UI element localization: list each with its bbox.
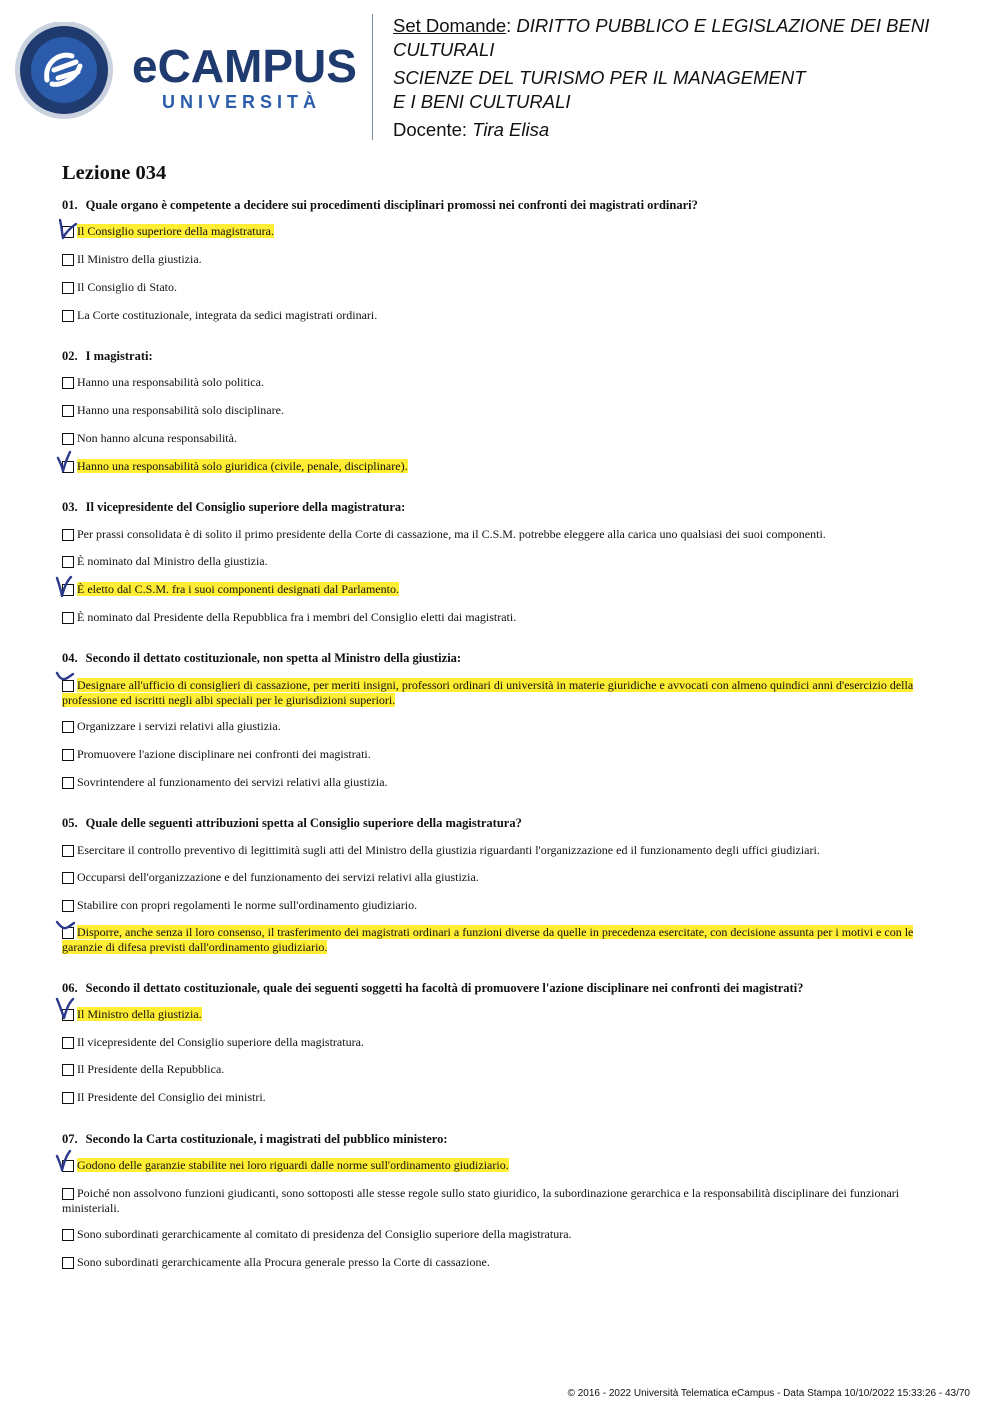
question-03-title [62,500,405,515]
option-checkbox[interactable] [62,433,74,445]
degree-line-2: E I BENI CULTURALI [393,91,571,112]
option-checkbox[interactable] [62,1037,74,1049]
header-divider [372,14,373,140]
lesson-title: Lezione 034 [62,162,167,184]
option-checkbox[interactable] [62,777,74,789]
question-number: 07. [62,1132,78,1146]
option-text: Non hanno alcuna responsabilità. [77,431,237,445]
answer-option[interactable] [62,925,948,955]
question-number: 01. [62,198,78,212]
teacher-label: Docente: [393,119,473,140]
option-text: Organizzare i servizi relativi alla giustizia. [77,719,281,733]
option-text: Esercitare il controllo preventivo di legittimità sugli atti del Ministro della giustizia riguardanti l'organizzazione ed il funzionamento degli uffici giudiziari. [77,843,820,857]
course-title-2: CULTURALI [393,39,495,60]
option-checkbox[interactable] [62,612,74,624]
question-05-title [62,816,522,831]
option-checkbox[interactable] [62,254,74,266]
option-checkbox[interactable] [62,1064,74,1076]
handwritten-check-icon [54,574,78,598]
answer-option[interactable] [62,459,948,474]
option-checkbox[interactable] [62,900,74,912]
option-text: Per prassi consolidata è di solito il primo presidente della Corte di cassazione, ma il C.S.M. potrebbe eleggere alla carica uno qualsiasi dei suoi componenti. [77,527,826,541]
answer-option[interactable] [62,870,948,885]
answer-option[interactable] [62,375,948,390]
question-06-title [62,981,803,996]
option-text-highlighted: Hanno una responsabilità solo giuridica (civile, penale, disciplinare). [77,459,408,473]
option-text-highlighted: Il Consiglio superiore della magistratura. [77,224,274,238]
answer-option[interactable] [62,431,948,446]
answer-option[interactable] [62,527,948,542]
teacher-line [393,118,983,142]
question-text: I magistrati: [85,349,153,363]
teacher-name: Tira Elisa [472,119,550,140]
logo-seal-inner [31,37,97,103]
option-text: Il Consiglio di Stato. [77,280,178,294]
handwritten-check-icon [56,218,80,242]
answer-option[interactable] [62,1035,948,1050]
answer-option[interactable] [62,403,948,418]
handwritten-check-icon [53,1148,77,1172]
question-text: Quale delle seguenti attribuzioni spetta al Consiglio superiore della magistratura? [85,816,522,830]
question-text: Secondo il dettato costituzionale, quale dei seguenti soggetti ha facoltà di promuovere l'azione disciplinare nei confronti dei magistrati? [85,981,804,995]
option-checkbox[interactable] [62,721,74,733]
answer-option[interactable] [62,1158,948,1173]
question-text: Il vicepresidente del Consiglio superiore della magistratura: [85,500,406,514]
answer-option[interactable] [62,308,948,323]
question-number: 06. [62,981,78,995]
ecampus-logo [14,22,364,122]
option-checkbox[interactable] [62,377,74,389]
option-checkbox[interactable] [62,1229,74,1241]
question-number: 04. [62,651,78,665]
option-text: Sono subordinati gerarchicamente al comitato di presidenza del Consiglio superiore della magistratura. [77,1227,572,1241]
option-text: Il Ministro della giustizia. [77,252,202,266]
option-text: Hanno una responsabilità solo disciplinare. [77,403,284,417]
option-text-highlighted: Godono delle garanzie stabilite nei loro riguardi dalle norme sull'ordinamento giudiziario. [77,1158,509,1172]
answer-option[interactable] [62,252,948,267]
option-text: Poiché non assolvono funzioni giudicanti, sono sottoposti alle stesse regole sullo stato giuridico, la subordinazione gerarchica e la responsabilità disciplinare dei funzionari ministeriali. [62,1186,900,1215]
question-04-title [62,651,461,666]
option-text: Hanno una responsabilità solo politica. [77,375,264,389]
degree-line-1: SCIENZE DEL TURISMO PER IL MANAGEMENT [393,67,806,88]
question-07-title [62,1132,448,1147]
set-label: Set Domande [393,15,507,36]
option-text: Il Presidente del Consiglio dei ministri. [77,1090,266,1104]
handwritten-check-icon [54,996,78,1020]
option-text-highlighted: Disporre, anche senza il loro consenso, il trasferimento dei magistrati ordinari a funzioni diverse da quelle in precedenza esercitate, con decisione assunta per i motivi e con le garanzie di difesa previsti dall'ordinamento giudiziario. [62,925,914,954]
handwritten-check-icon [54,668,78,692]
option-text: È nominato dal Ministro della giustizia. [77,554,268,568]
option-checkbox[interactable] [62,749,74,761]
option-text: Sovrintendere al funzionamento dei servizi relativi alla giustizia. [77,775,388,789]
question-text: Secondo la Carta costituzionale, i magistrati del pubblico ministero: [85,1132,448,1146]
option-checkbox[interactable] [62,405,74,417]
option-text: Promuovere l'azione disciplinare nei confronti dei magistrati. [77,747,371,761]
question-text: Secondo il dettato costituzionale, non spetta al Ministro della giustizia: [85,651,462,665]
option-checkbox[interactable] [62,529,74,541]
answer-option[interactable] [62,1062,948,1077]
answer-option[interactable] [62,1007,948,1022]
answer-option[interactable] [62,1186,948,1216]
answer-option[interactable] [62,280,948,295]
answer-option[interactable] [62,1090,948,1105]
option-text: Stabilire con propri regolamenti le norme sull'ordinamento giudiziario. [77,898,418,912]
option-text-highlighted: Il Ministro della giustizia. [77,1007,202,1021]
answer-option[interactable] [62,224,948,239]
answer-option[interactable] [62,610,948,625]
answer-option[interactable] [62,1255,948,1270]
answer-option[interactable] [62,678,948,708]
answer-option[interactable] [62,898,948,913]
set-title-line [393,14,983,38]
question-text: Quale organo è competente a decidere sui procedimenti disciplinari promossi nei confronti dei magistrati ordinari? [85,198,698,212]
logo-sub: UNIVERSITÀ [162,92,322,112]
option-checkbox[interactable] [62,845,74,857]
page-footer: © 2016 - 2022 Università Telematica eCampus - Data Stampa 10/10/2022 15:33:26 - 43/70 [567,1388,970,1399]
option-text: Il Presidente della Repubblica. [77,1062,225,1076]
handwritten-check-icon [54,916,78,940]
set-colon: : [506,15,512,36]
answer-option[interactable] [62,747,948,762]
question-02-title [62,349,153,364]
course-title-1: DIRITTO PUBBLICO E LEGISLAZIONE DEI BENI [516,15,930,36]
option-text-highlighted: Designare all'ufficio di consiglieri di cassazione, per meriti insigni, professori ordinari di università in materie giuridiche e avvocati con almeno quindici anni d'esercizio della professione ed iscritti negli albi speciali per le giurisdizioni superiori. [62,678,914,707]
answer-option[interactable] [62,843,948,858]
option-text: È nominato dal Presidente della Repubblica fra i membri del Consiglio eletti dai magistrati. [77,610,517,624]
option-text-highlighted: È eletto dal C.S.M. fra i suoi componenti designati dal Parlamento. [77,582,399,596]
question-number: 02. [62,349,78,363]
option-checkbox[interactable] [62,282,74,294]
answer-option[interactable] [62,775,948,790]
answer-option[interactable] [62,554,948,569]
option-checkbox[interactable] [62,1188,74,1200]
question-number: 05. [62,816,78,830]
option-text: Sono subordinati gerarchicamente alla Procura generale presso la Corte di cassazione. [77,1255,490,1269]
answer-option[interactable] [62,582,948,597]
answer-option[interactable] [62,719,948,734]
logo-brand: eCAMPUS [132,40,357,92]
option-checkbox[interactable] [62,1092,74,1104]
option-checkbox[interactable] [62,872,74,884]
option-checkbox[interactable] [62,1257,74,1269]
option-text: Il vicepresidente del Consiglio superiore della magistratura. [77,1035,364,1049]
question-number: 03. [62,500,78,514]
handwritten-check-icon [54,450,78,474]
answer-option[interactable] [62,1227,948,1242]
option-text: La Corte costituzionale, integrata da sedici magistrati ordinari. [77,308,378,322]
option-checkbox[interactable] [62,556,74,568]
question-01-title [62,198,698,213]
option-checkbox[interactable] [62,310,74,322]
course-header [393,14,983,142]
option-text: Occuparsi dell'organizzazione e del funzionamento dei servizi relativi alla giustizia. [77,870,479,884]
